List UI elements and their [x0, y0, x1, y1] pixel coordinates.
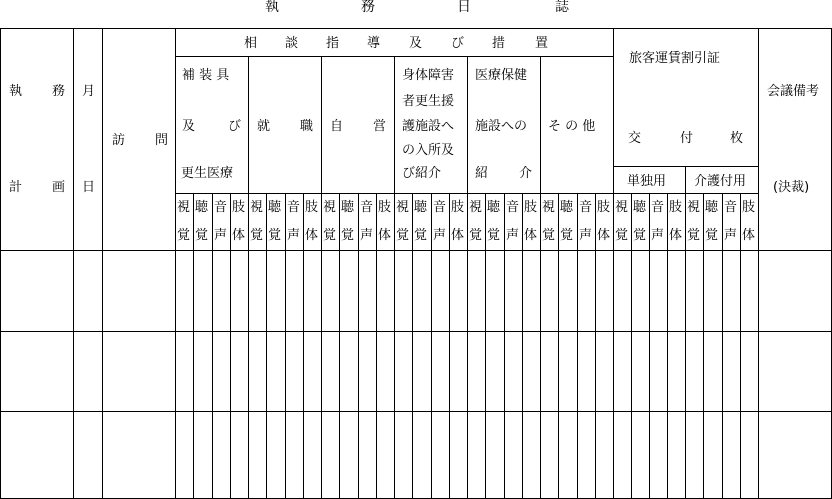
- day-label: 日: [82, 180, 96, 195]
- disability-type-top: 音: [506, 200, 520, 215]
- disability-type-bottom: 声: [579, 228, 593, 243]
- facility-line: 身体障害: [402, 68, 455, 83]
- disability-type-bottom: 声: [214, 228, 228, 243]
- meeting-label: 会議備考: [767, 84, 820, 99]
- disability-type-bottom: 体: [305, 228, 319, 243]
- disability-type-top: 音: [579, 200, 593, 215]
- consultation-char: 導: [367, 36, 381, 51]
- medical-line: 医療保健: [475, 68, 528, 83]
- disability-type-top: 音: [724, 200, 738, 215]
- disability-type-bottom: 声: [724, 228, 738, 243]
- disability-type-top: 視: [177, 200, 191, 215]
- disability-type-top: 視: [250, 200, 264, 215]
- fare-issued-char: 交: [628, 131, 642, 146]
- consultation-char: び: [451, 36, 465, 51]
- disability-type-bottom: 声: [433, 228, 447, 243]
- assistive-line3: 更生医療: [181, 166, 234, 181]
- disability-type-top: 聴: [341, 200, 355, 215]
- disability-type-bottom: 声: [651, 228, 665, 243]
- assistive-line1: 補 装 具: [182, 68, 230, 83]
- disability-type-bottom: 体: [232, 228, 246, 243]
- disability-type-top: 視: [323, 200, 337, 215]
- disability-type-top: 聴: [487, 200, 501, 215]
- disability-type-top: 肢: [524, 200, 538, 215]
- employment-char: 就: [257, 119, 271, 134]
- facility-line: の入所及: [402, 143, 455, 158]
- facility-line: び紹介: [402, 166, 442, 181]
- title-char: 日: [457, 0, 471, 15]
- medical-line: 施設への: [475, 119, 528, 134]
- disability-type-top: 聴: [268, 200, 282, 215]
- disability-type-top: 肢: [669, 200, 683, 215]
- disability-type-bottom: 体: [524, 228, 538, 243]
- disability-type-bottom: 覚: [687, 228, 701, 243]
- disability-type-top: 肢: [742, 200, 756, 215]
- disability-type-top: 聴: [705, 200, 719, 215]
- consultation-char: 措: [492, 36, 506, 51]
- disability-type-bottom: 覚: [414, 228, 428, 243]
- fare-carer-label: 介護付用: [694, 174, 747, 189]
- disability-type-top: 音: [433, 200, 447, 215]
- disability-type-top: 音: [651, 200, 665, 215]
- disability-type-bottom: 体: [669, 228, 683, 243]
- duty-char: 務: [52, 84, 66, 99]
- medical-line: 介: [519, 166, 533, 181]
- disability-type-bottom: 覚: [615, 228, 629, 243]
- self-employment-char: 営: [373, 119, 387, 134]
- other-label: そ の 他: [548, 119, 596, 134]
- disability-type-top: 聴: [195, 200, 209, 215]
- disability-type-bottom: 覚: [195, 228, 209, 243]
- title-char: 執: [265, 0, 279, 15]
- disability-type-top: 音: [287, 200, 301, 215]
- fare-issued-char: 枚: [730, 131, 744, 146]
- disability-type-bottom: 覚: [323, 228, 337, 243]
- disability-type-bottom: 覚: [250, 228, 264, 243]
- disability-type-top: 聴: [414, 200, 428, 215]
- duty-char: 執: [9, 84, 23, 99]
- fare-single-label: 単独用: [627, 174, 667, 189]
- consultation-char: 置: [535, 36, 549, 51]
- disability-type-top: 肢: [305, 200, 319, 215]
- plan-char: 計: [9, 180, 23, 195]
- disability-type-top: 視: [469, 200, 483, 215]
- disability-type-top: 聴: [560, 200, 574, 215]
- fare-title: 旅客運賃割引証: [629, 51, 721, 66]
- facility-line: 護施設へ: [402, 119, 455, 134]
- title-char: 務: [361, 0, 375, 15]
- month-label: 月: [82, 84, 96, 99]
- disability-type-top: 肢: [597, 200, 611, 215]
- disability-type-top: 音: [360, 200, 374, 215]
- disability-type-bottom: 体: [451, 228, 465, 243]
- disability-type-bottom: 覚: [268, 228, 282, 243]
- disability-type-top: 音: [214, 200, 228, 215]
- disability-type-top: 肢: [451, 200, 465, 215]
- disability-type-bottom: 体: [742, 228, 756, 243]
- disability-type-top: 聴: [633, 200, 647, 215]
- visit-char: 問: [155, 133, 169, 148]
- disability-type-bottom: 体: [378, 228, 392, 243]
- disability-type-bottom: 覚: [633, 228, 647, 243]
- disability-type-bottom: 体: [597, 228, 611, 243]
- disability-type-bottom: 覚: [487, 228, 501, 243]
- consultation-char: 談: [285, 36, 299, 51]
- consultation-char: 相: [244, 36, 258, 51]
- disability-type-bottom: 声: [360, 228, 374, 243]
- disability-type-top: 視: [542, 200, 556, 215]
- meeting-sub: (決裁): [773, 180, 810, 195]
- employment-char: 職: [300, 119, 314, 134]
- disability-type-top: 肢: [378, 200, 392, 215]
- self-employment-char: 自: [330, 119, 344, 134]
- consultation-char: 指: [326, 36, 340, 51]
- disability-type-bottom: 声: [287, 228, 301, 243]
- disability-type-top: 肢: [232, 200, 246, 215]
- assistive-line2b: び: [228, 119, 242, 134]
- disability-type-bottom: 覚: [177, 228, 191, 243]
- disability-type-bottom: 覚: [396, 228, 410, 243]
- disability-type-bottom: 覚: [705, 228, 719, 243]
- disability-type-top: 視: [687, 200, 701, 215]
- disability-type-bottom: 声: [506, 228, 520, 243]
- disability-type-bottom: 覚: [341, 228, 355, 243]
- visit-char: 訪: [112, 133, 126, 148]
- medical-line: 紹: [475, 166, 489, 181]
- plan-char: 画: [52, 180, 66, 195]
- disability-type-bottom: 覚: [542, 228, 556, 243]
- disability-type-top: 視: [615, 200, 629, 215]
- disability-type-top: 視: [396, 200, 410, 215]
- assistive-line2a: 及: [182, 119, 196, 134]
- consultation-char: 及: [409, 36, 423, 51]
- disability-type-bottom: 覚: [469, 228, 483, 243]
- title-char: 誌: [555, 0, 569, 15]
- disability-type-bottom: 覚: [560, 228, 574, 243]
- fare-issued-char: 付: [680, 131, 694, 146]
- facility-line: 者更生援: [402, 94, 455, 109]
